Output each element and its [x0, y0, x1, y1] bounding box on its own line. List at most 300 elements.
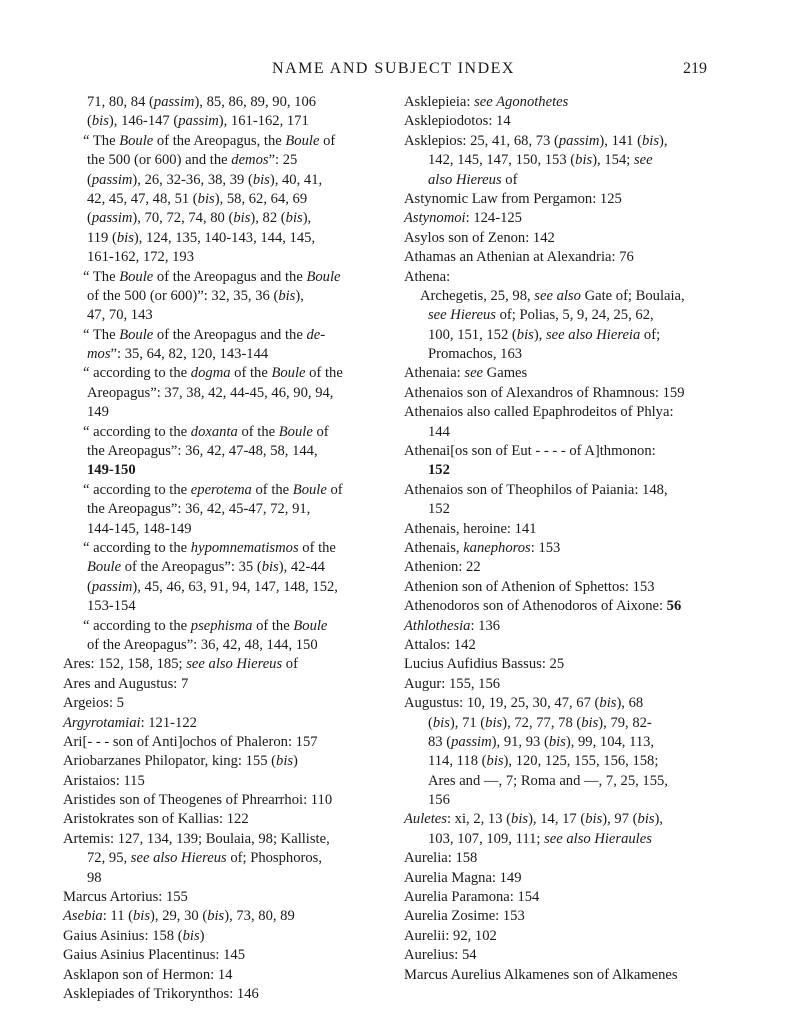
index-text: Ariobarzanes Philopator, king: 155 ( — [63, 753, 277, 770]
index-line — [63, 306, 375, 325]
index-text: Gaius Asinius Placentinus: 145 — [63, 947, 246, 964]
index-text: Athenai[os son of Eut - - - - of A]thmonon: — [404, 443, 656, 460]
index-line — [404, 733, 732, 752]
index-text: of the — [298, 539, 336, 556]
index-line — [404, 345, 732, 364]
italic-term: see also Hiereus — [130, 850, 227, 867]
index-text: Asklepios: 25, 41, 68, 73 ( — [404, 132, 559, 149]
italic-term: bis — [182, 927, 200, 944]
index-text: of the Areopagus, the — [153, 132, 286, 149]
index-text: Argeios: 5 — [63, 695, 124, 712]
index-text: ), 154; — [592, 152, 634, 169]
index-text: of the Areopagus”: 36, 42, 48, 144, 150 — [87, 636, 318, 653]
italic-term: psephisma — [190, 617, 253, 634]
index-line — [63, 461, 375, 480]
index-text: ), 161-162, 171 — [218, 113, 309, 130]
index-text: Athenais, — [404, 539, 464, 556]
index-text: ) — [199, 927, 205, 944]
index-line — [404, 500, 732, 519]
index-line — [63, 520, 375, 539]
index-line — [404, 869, 732, 888]
index-text: 161-162, 172, 193 — [87, 249, 195, 266]
index-text: Marcus Artorius: 155 — [63, 889, 188, 906]
index-line — [63, 248, 375, 267]
index-text: Areopagus”: 37, 38, 42, 44-45, 46, 90, 94, — [87, 384, 334, 401]
index-text: ), — [302, 210, 312, 227]
index-line — [404, 907, 732, 926]
index-line — [63, 733, 375, 752]
index-text: ), 85, 86, 89, 90, 106 — [194, 94, 317, 110]
index-line — [404, 520, 732, 539]
italic-term: bis — [276, 753, 294, 770]
index-text: of — [326, 481, 343, 498]
index-text: 152 — [428, 501, 450, 518]
index-line — [404, 636, 732, 655]
index-line — [404, 268, 732, 287]
index-line — [63, 869, 375, 888]
index-line — [404, 229, 732, 248]
index-line — [63, 326, 375, 345]
index-text: Athenais, heroine: 141 — [404, 520, 537, 537]
index-text: Aristaios: 115 — [63, 772, 145, 789]
index-line — [404, 93, 732, 112]
italic-term: Argyrotamiai — [63, 714, 141, 731]
index-text: ”: 25 — [268, 152, 298, 169]
index-line — [63, 500, 375, 519]
index-text: ), 29, 30 ( — [150, 908, 208, 925]
index-line — [404, 888, 732, 907]
italic-term: Boule — [292, 481, 327, 498]
italic-term: bis — [548, 733, 566, 750]
index-text: ), 58, 62, 64, 69 — [214, 190, 308, 207]
index-text: Aurelia Magna: 149 — [404, 869, 522, 886]
italic-term: Boule — [293, 617, 328, 634]
italic-term: bis — [261, 559, 279, 576]
index-line — [404, 830, 732, 849]
index-text: 142, 145, 147, 150, 153 ( — [428, 152, 576, 169]
italic-term: bis — [637, 811, 655, 828]
index-text: the Areopagus”: 36, 42, 47-48, 58, 144, — [87, 443, 318, 460]
index-line — [63, 617, 375, 636]
index-text: 56 — [666, 598, 682, 615]
italic-term: Auletes — [404, 811, 447, 828]
index-text: Athenodoros son of Athenodoros of Aixone: — [404, 598, 667, 615]
italic-term: bis — [486, 753, 504, 770]
index-text: Aristokrates son of Kallias: 122 — [63, 811, 249, 828]
italic-term: Boule — [271, 365, 306, 382]
index-line — [63, 772, 375, 791]
italic-term: Boule — [119, 268, 154, 285]
index-text: 98 — [87, 869, 102, 886]
italic-term: Asebia — [63, 908, 103, 925]
index-line — [63, 985, 375, 1004]
index-text: : 121-122 — [140, 714, 197, 731]
index-text: of — [312, 423, 329, 440]
italic-term: Astynomoi — [404, 210, 466, 227]
index-text: Games — [483, 365, 528, 382]
italic-term: bis — [485, 714, 503, 731]
italic-term: passim — [153, 94, 195, 110]
index-text: ), — [659, 132, 668, 149]
index-text: 114, 118 ( — [428, 753, 487, 770]
index-line — [404, 287, 732, 306]
index-line — [404, 694, 732, 713]
italic-term: hypomnematismos — [190, 539, 299, 556]
index-text: ), 40, 41, — [269, 171, 323, 188]
index-text: Asylos son of Zenon: 142 — [404, 229, 555, 246]
italic-term: bis — [575, 152, 593, 169]
index-text: Aurelia Zosime: 153 — [404, 908, 525, 925]
index-text: of the — [230, 365, 272, 382]
italic-term: see also Hiereus — [186, 656, 283, 673]
index-line — [63, 636, 375, 655]
italic-term: passim — [91, 578, 133, 595]
index-line — [404, 578, 732, 597]
index-line — [63, 132, 375, 151]
index-text: ), 45, 46, 63, 91, 94, 147, 148, 152, — [132, 578, 338, 595]
index-line — [63, 209, 375, 228]
italic-term: bis — [278, 287, 296, 304]
index-text: 156 — [428, 792, 450, 809]
index-line — [404, 151, 732, 170]
index-text: Aurelius: 54 — [404, 947, 477, 964]
index-text: “ according to the — [83, 539, 191, 556]
index-text: Aristides son of Theogenes of Phrearrhoi: 110 — [63, 792, 333, 809]
italic-term: demos — [231, 152, 269, 169]
italic-term: bis — [599, 695, 617, 712]
index-line — [63, 578, 375, 597]
italic-term: bis — [581, 714, 599, 731]
index-text: ), 91, 93 ( — [491, 733, 549, 750]
index-text: 149 — [87, 404, 109, 421]
index-text: ( — [87, 113, 92, 130]
italic-term: dogma — [190, 365, 231, 382]
index-text: ), 141 ( — [599, 132, 642, 149]
index-text: : 11 ( — [102, 908, 133, 925]
index-text: : xi, 2, 13 ( — [446, 811, 512, 828]
index-line — [63, 384, 375, 403]
italic-term: bis — [511, 811, 529, 828]
italic-term: bis — [285, 210, 303, 227]
index-line — [404, 966, 732, 985]
index-text: ”: 35, 64, 82, 120, 143-144 — [110, 346, 269, 363]
index-text: Ari[- - - son of Anti]ochos of Phaleron: 157 — [63, 733, 318, 750]
index-text: Aurelia: 158 — [404, 850, 478, 867]
index-text: the 500 (or 600) and the — [87, 152, 232, 169]
index-line — [63, 888, 375, 907]
index-line — [63, 810, 375, 829]
index-line — [63, 403, 375, 422]
index-text: Archegetis, 25, 98, — [420, 287, 535, 304]
index-text: of the 500 (or 600)”: 32, 35, 36 ( — [87, 287, 279, 304]
index-text: 144-145, 148-149 — [87, 520, 192, 537]
italic-term: see also Hiereia — [545, 326, 641, 343]
index-line — [404, 791, 732, 810]
index-line — [404, 946, 732, 965]
index-line — [404, 617, 732, 636]
italic-term: bis — [252, 171, 270, 188]
index-line — [63, 268, 375, 287]
index-line — [63, 423, 375, 442]
index-text: Attalos: 142 — [404, 636, 476, 653]
index-text: 153-154 — [87, 598, 136, 615]
index-text: ( — [87, 171, 92, 188]
page-header-title: NAME AND SUBJECT INDEX — [272, 60, 515, 77]
index-text: Athenaia: — [404, 365, 465, 382]
italic-term: see also — [534, 287, 581, 304]
index-text: Ares and —, 7; Roma and —, 7, 25, 155, — [428, 772, 668, 789]
index-line — [404, 423, 732, 442]
index-line — [63, 287, 375, 306]
italic-term: see Agonothetes — [474, 94, 569, 110]
index-line — [404, 442, 732, 461]
index-text: of the — [305, 365, 343, 382]
index-line — [63, 112, 375, 131]
italic-term: also Hiereus — [428, 171, 502, 188]
index-line — [404, 171, 732, 190]
italic-term: bis — [116, 229, 134, 246]
index-text: Aurelia Paramona: 154 — [404, 889, 540, 906]
index-text: Augustus: 10, 19, 25, 30, 47, 67 ( — [404, 695, 600, 712]
index-text: Asklapon son of Hermon: 14 — [63, 966, 233, 983]
index-line — [63, 694, 375, 713]
italic-term: bis — [641, 132, 659, 149]
index-line — [404, 112, 732, 131]
index-text: “ according to the — [83, 365, 191, 382]
index-text: of — [282, 656, 298, 673]
index-text: ), 124, 135, 140-143, 144, 145, — [133, 229, 316, 246]
index-text: 149-150 — [87, 462, 136, 479]
index-text: “ The — [83, 326, 120, 343]
italic-term: kanephoros — [463, 539, 531, 556]
index-line — [63, 345, 375, 364]
italic-term: see Hiereus — [428, 307, 496, 324]
index-line — [404, 810, 732, 829]
index-text: Asklepieia: — [404, 94, 475, 110]
index-text: ( — [428, 714, 433, 731]
index-text: Athena: — [404, 268, 451, 285]
index-line — [63, 171, 375, 190]
index-line — [404, 481, 732, 500]
index-line — [404, 209, 732, 228]
italic-term: bis — [91, 113, 109, 130]
italic-term: passim — [91, 171, 133, 188]
index-text: ), — [654, 811, 664, 828]
index-line — [63, 675, 375, 694]
index-line — [63, 597, 375, 616]
index-line — [404, 772, 732, 791]
index-text: 72, 95, — [87, 850, 131, 867]
index-text: Gate of; Boulaia, — [580, 287, 685, 304]
index-line — [404, 306, 732, 325]
index-line — [63, 229, 375, 248]
index-text: of; Polias, 5, 9, 24, 25, 62, — [495, 307, 654, 324]
index-line — [63, 93, 375, 112]
index-line — [404, 597, 732, 616]
italic-term: Boule — [87, 559, 122, 576]
index-text: ), 82 ( — [250, 210, 286, 227]
italic-term: bis — [133, 908, 151, 925]
index-line — [63, 907, 375, 926]
index-text: ), 120, 125, 155, 156, 158; — [503, 753, 659, 770]
index-text: ), 99, 104, 113, — [565, 733, 655, 750]
italic-term: bis — [432, 714, 450, 731]
index-line — [404, 655, 732, 674]
index-line — [63, 830, 375, 849]
index-line — [404, 132, 732, 151]
italic-term: Athlothesia — [404, 617, 471, 634]
index-text: ), 97 ( — [602, 811, 638, 828]
index-text: ( — [87, 210, 92, 227]
index-line — [404, 461, 732, 480]
index-text: of the Areopagus and the — [153, 268, 307, 285]
index-line — [404, 849, 732, 868]
index-line — [404, 675, 732, 694]
index-line — [63, 966, 375, 985]
index-text: 100, 151, 152 ( — [428, 326, 517, 343]
italic-term: passim — [178, 113, 219, 130]
index-line — [63, 946, 375, 965]
index-text: Athenion: 22 — [404, 559, 481, 576]
index-text: Ares: 152, 158, 185; — [63, 656, 187, 673]
index-text: Augur: 155, 156 — [404, 675, 501, 692]
index-text: “ according to the — [83, 617, 191, 634]
index-line — [404, 714, 732, 733]
index-text: of the Areopagus”: 35 ( — [121, 559, 262, 576]
index-text: ), 42-44 — [278, 559, 325, 576]
index-line — [404, 558, 732, 577]
index-text: Asklepiodotos: 14 — [404, 113, 511, 130]
index-text: ), 14, 17 ( — [528, 811, 586, 828]
index-text: of; Phosphoros, — [226, 850, 322, 867]
index-text: of — [501, 171, 518, 188]
index-line — [63, 442, 375, 461]
index-text: of the — [252, 617, 294, 634]
index-line — [404, 364, 732, 383]
italic-term: see — [633, 152, 653, 169]
index-text: Asklepiades of Trikorynthos: 146 — [63, 985, 259, 1002]
index-text: ( — [87, 578, 92, 595]
index-line — [63, 791, 375, 810]
index-line — [404, 190, 732, 209]
index-text: Athenaios son of Alexandros of Rhamnous: 159 — [404, 384, 685, 401]
italic-term: mos — [87, 346, 111, 363]
italic-term: see — [464, 365, 484, 382]
index-text: ), — [295, 287, 304, 304]
italic-term: Boule — [285, 132, 320, 149]
index-text: 144 — [428, 423, 450, 440]
page-number: 219 — [683, 60, 707, 77]
index-text: 119 ( — [87, 229, 117, 246]
index-line — [63, 481, 375, 500]
index-text: 83 ( — [428, 733, 452, 750]
index-text: the Areopagus”: 36, 42, 45-47, 72, 91, — [87, 501, 311, 518]
index-text: 71, 80, 84 ( — [87, 94, 154, 110]
index-text: “ The — [83, 268, 120, 285]
index-text: : 136 — [470, 617, 501, 634]
index-text: : 153 — [530, 539, 561, 556]
index-text: ), 72, 77, 78 ( — [502, 714, 582, 731]
index-text: 42, 45, 47, 48, 51 ( — [87, 190, 198, 207]
index-line — [63, 714, 375, 733]
index-text: 152 — [428, 462, 450, 479]
italic-term: Boule — [119, 326, 154, 343]
index-text: 47, 70, 143 — [87, 307, 153, 324]
italic-term: eperotema — [190, 481, 252, 498]
index-text: “ according to the — [83, 481, 191, 498]
index-text: ), 146-147 ( — [108, 113, 179, 130]
index-line — [63, 849, 375, 868]
index-column-right — [404, 93, 732, 985]
index-line — [404, 403, 732, 422]
index-text: Aurelii: 92, 102 — [404, 927, 497, 944]
index-line — [63, 558, 375, 577]
index-text: ), 26, 32-36, 38, 39 ( — [132, 171, 253, 188]
index-text: ), 79, 82- — [598, 714, 652, 731]
italic-term: de- — [306, 326, 326, 343]
index-line — [63, 190, 375, 209]
index-line — [63, 655, 375, 674]
italic-term: passim — [451, 733, 492, 750]
index-text: : 124-125 — [465, 210, 522, 227]
index-text: “ according to the — [83, 423, 191, 440]
italic-term: doxanta — [190, 423, 238, 440]
index-text: Athamas an Athenian at Alexandria: 76 — [404, 249, 634, 266]
index-text: Promachos, 163 — [428, 346, 523, 363]
italic-term: Boule — [278, 423, 313, 440]
index-line — [404, 927, 732, 946]
italic-term: Boule — [119, 132, 154, 149]
index-text: 103, 107, 109, 111; — [428, 830, 545, 847]
index-line — [63, 539, 375, 558]
index-text: Astynomic Law from Pergamon: 125 — [404, 190, 622, 207]
index-text: Athenaios also called Epaphrodeitos of Phlya: — [404, 404, 674, 421]
index-line — [63, 364, 375, 383]
index-line — [404, 539, 732, 558]
italic-term: Boule — [306, 268, 341, 285]
italic-term: passim — [91, 210, 133, 227]
index-text: ), 68 — [616, 695, 644, 712]
italic-term: see also Hieraules — [544, 830, 652, 847]
index-line — [63, 151, 375, 170]
index-column-left — [63, 93, 375, 1004]
index-text: Ares and Augustus: 7 — [63, 675, 189, 692]
index-line — [404, 248, 732, 267]
index-text: of the — [251, 481, 293, 498]
italic-term: passim — [558, 132, 600, 149]
italic-term: bis — [585, 811, 603, 828]
index-text: of; — [640, 326, 661, 343]
index-text: Gaius Asinius: 158 ( — [63, 927, 183, 944]
italic-term: bis — [233, 210, 251, 227]
italic-term: bis — [516, 326, 534, 343]
index-text: Athenaios son of Theophilos of Paiania: 148, — [404, 481, 668, 498]
index-text: ) — [293, 753, 298, 770]
index-text: ), 73, 80, 89 — [224, 908, 295, 925]
index-text: ), — [533, 326, 546, 343]
index-text: Marcus Aurelius Alkamenes son of Alkamenes — [404, 966, 678, 983]
index-text: Athenion son of Athenion of Sphettos: 153 — [404, 578, 655, 595]
index-line — [63, 752, 375, 771]
index-line — [404, 384, 732, 403]
index-line — [63, 927, 375, 946]
index-text: “ The — [83, 132, 120, 149]
index-text: ), 71 ( — [449, 714, 486, 731]
index-text: Lucius Aufidius Bassus: 25 — [404, 656, 565, 673]
italic-term: bis — [207, 908, 225, 925]
index-text: of — [319, 132, 336, 149]
index-line — [404, 752, 732, 771]
